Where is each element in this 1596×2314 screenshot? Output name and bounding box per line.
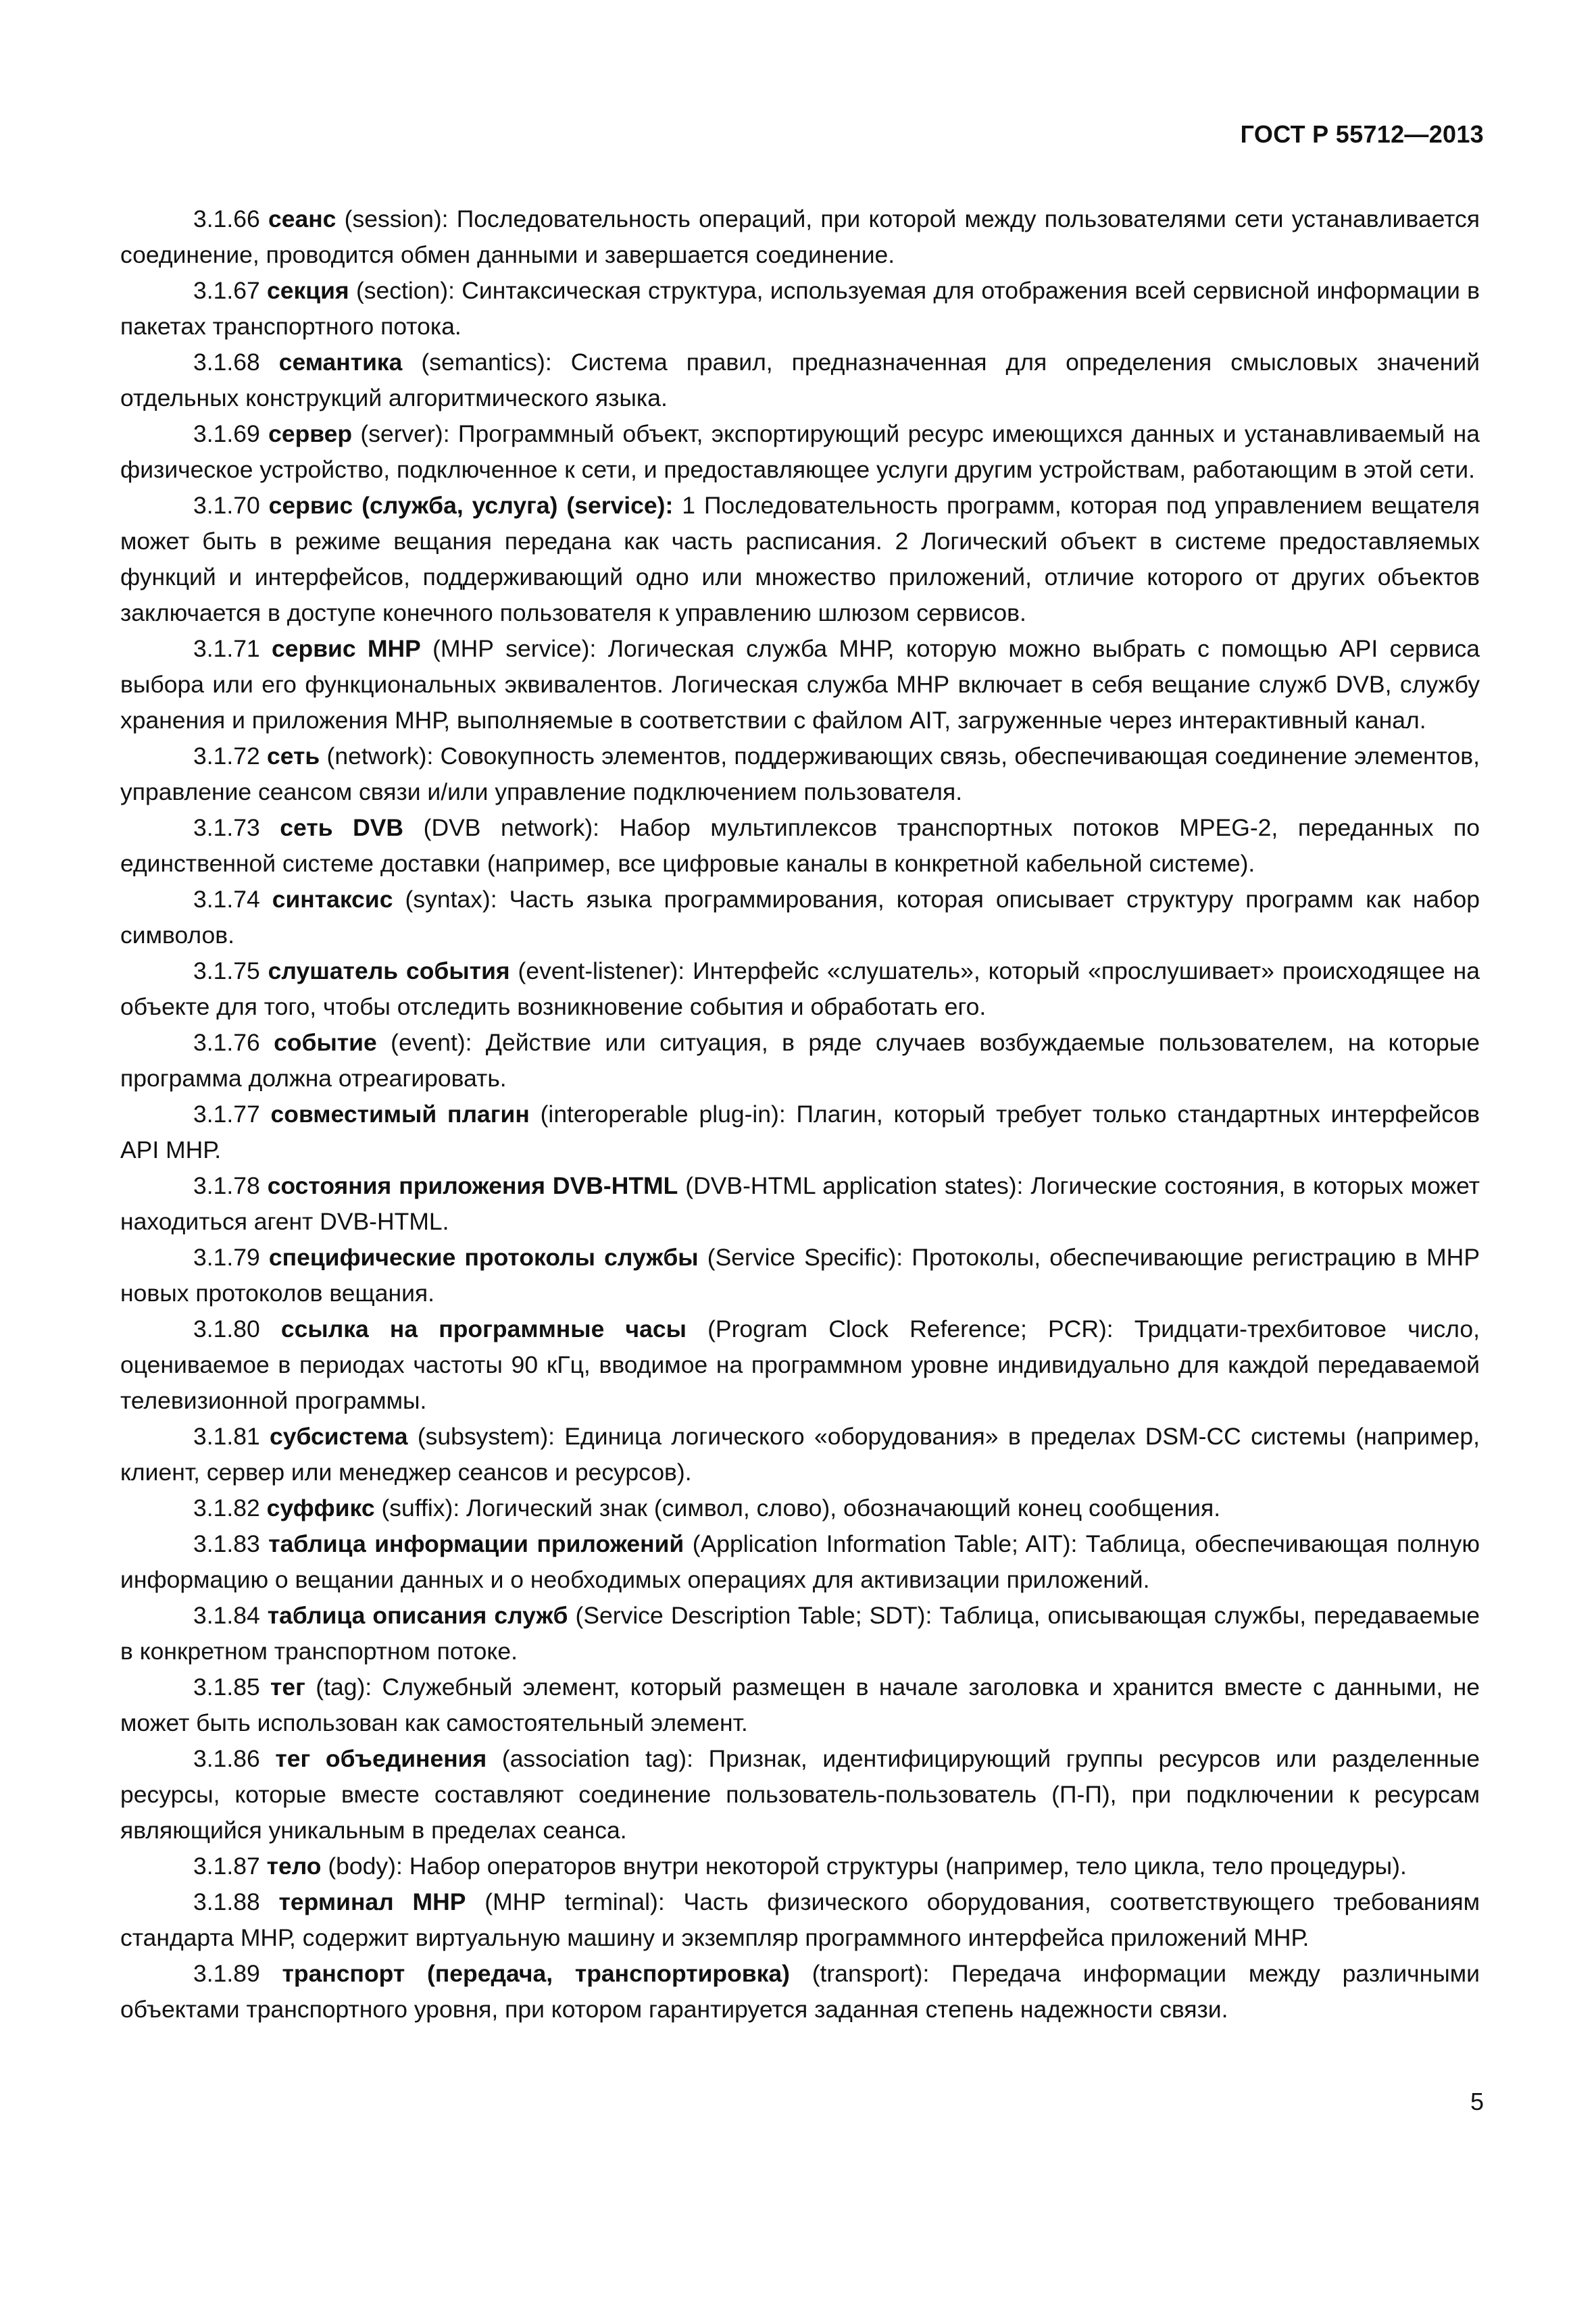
entry-definition: (semantics): Система правил, предназначенная для определения смысловых значений отдельных конструкций алгоритмического языка. — [120, 349, 1480, 411]
entry-term: сервер — [268, 420, 353, 447]
definition-entry — [120, 416, 1480, 488]
definition-entry — [120, 201, 1480, 273]
entry-number: 3.1.88 — [193, 1888, 260, 1915]
entry-definition: (event-listener): Интерфейс «слушатель», который «прослушивает» происходящее на объекте для того, чтобы отследить возникновение события и обработать его. — [120, 957, 1480, 1020]
entry-number: 3.1.74 — [193, 886, 260, 913]
entry-number: 3.1.82 — [193, 1494, 260, 1521]
entry-definition: (association tag): Признак, идентифицирующий группы ресурсов или разделенные ресурсы, которые вместе составляют соединение пользователь-пользователь (П-П), при подключении к ресурсам являющийся уникальным в пределах сеанса. — [120, 1745, 1480, 1844]
entry-number: 3.1.68 — [193, 349, 260, 376]
definition-entry — [120, 1240, 1480, 1311]
entry-term: специфические протоколы службы — [268, 1244, 699, 1271]
definition-entry — [120, 1168, 1480, 1240]
definition-entry — [120, 1669, 1480, 1741]
entry-definition: (tag): Служебный элемент, который размещен в начале заголовка и хранится вместе с данными, не может быть использован как самостоятельный элемент. — [120, 1674, 1480, 1736]
entry-definition: (body): Набор операторов внутри некоторой структуры (например, тело цикла, тело процедуры). — [321, 1853, 1407, 1880]
entry-definition: (server): Программный объект, экспортирующий ресурс имеющихся данных и устанавливаемый на физическое устройство, подключенное к сети, и предоставляющее услуги другим устройствам, работающим в этой сети. — [120, 420, 1480, 483]
entry-definition: (Service Description Table; SDT): Таблица, описывающая службы, передаваемые в конкретном транспортном потоке. — [120, 1602, 1480, 1665]
entry-term: ссылка на программные часы — [280, 1315, 687, 1342]
entry-number: 3.1.76 — [193, 1029, 260, 1056]
definition-entry — [120, 1490, 1480, 1526]
entry-number: 3.1.86 — [193, 1745, 260, 1772]
entry-number: 3.1.79 — [193, 1244, 260, 1271]
entry-definition: (Program Clock Reference; PCR): Тридцати-трехбитовое число, оцениваемое в периодах частоты 90 кГц, вводимое на программном уровне индивидуально для каждой передаваемой телевизионной программы. — [120, 1315, 1480, 1414]
entry-number: 3.1.84 — [193, 1602, 260, 1629]
entry-definition: (event): Действие или ситуация, в ряде случаев возбуждаемые пользователем, на которые программа должна отреагировать. — [120, 1029, 1480, 1092]
entry-number: 3.1.77 — [193, 1101, 260, 1128]
definition-entry — [120, 345, 1480, 416]
entry-term: сеть DVB — [280, 814, 404, 841]
definition-entry — [120, 1097, 1480, 1168]
entry-definition: (МНР service): Логическая служба МНР, которую можно выбрать с помощью API сервиса выбора или его функциональных эквивалентов. Логическая служба МНР включает в себя вещание служб DVB, службу хранения и приложения МНР, выполняемые в соответствии с файлом AIT, загруженные через интерактивный канал. — [120, 635, 1480, 734]
definitions-list — [120, 201, 1480, 2028]
entry-term: синтаксис — [272, 886, 393, 913]
entry-definition: (DVB-HTML application states): Логические состояния, в которых может находиться агент DVB-HTML. — [120, 1172, 1480, 1235]
entry-definition: 1 Последовательность программ, которая под управлением вещателя может быть в режиме вещания передана как часть расписания. 2 Логический объект в системе предоставляемых функций и интерфейсов, поддерживающий одно или множество приложений, отличие которого от других объектов заключается в доступе конечного пользователя к управлению шлюзом сервисов. — [120, 492, 1480, 626]
entry-number: 3.1.73 — [193, 814, 260, 841]
definition-entry — [120, 953, 1480, 1025]
definition-entry — [120, 1884, 1480, 1956]
entry-number: 3.1.78 — [193, 1172, 260, 1199]
entry-term: терминал МНР — [278, 1888, 466, 1915]
entry-number: 3.1.83 — [193, 1530, 260, 1557]
entry-number: 3.1.89 — [193, 1960, 260, 1987]
definition-entry — [120, 273, 1480, 345]
definition-entry — [120, 882, 1480, 953]
definition-entry — [120, 488, 1480, 631]
entry-number: 3.1.67 — [193, 277, 260, 304]
entry-definition: (network): Совокупность элементов, поддерживающих связь, обеспечивающая соединение элементов, управление сеансом связи и/или управление подключением пользователя. — [120, 743, 1480, 805]
entry-term: суффикс — [266, 1494, 375, 1521]
entry-term: событие — [274, 1029, 377, 1056]
definition-entry — [120, 1848, 1480, 1884]
entry-number: 3.1.81 — [193, 1423, 260, 1450]
entry-term: сервис МНР — [272, 635, 421, 662]
definition-entry — [120, 1741, 1480, 1848]
entry-term: слушатель события — [268, 957, 510, 984]
entry-term: таблица описания служб — [267, 1602, 568, 1629]
entry-term: тег объединения — [275, 1745, 487, 1772]
definition-entry — [120, 1598, 1480, 1669]
entry-definition: (Service Specific): Протоколы, обеспечивающие регистрацию в МНР новых протоколов вещания. — [120, 1244, 1480, 1307]
entry-definition: (syntax): Часть языка программирования, которая описывает структуру программ как набор символов. — [120, 886, 1480, 949]
entry-number: 3.1.72 — [193, 743, 260, 770]
entry-definition: (Application Information Table; AIT): Таблица, обеспечивающая полную информацию о вещании данных и о необходимых операциях для активизации приложений. — [120, 1530, 1480, 1593]
entry-term: сеть — [267, 743, 320, 770]
definition-entry — [120, 1311, 1480, 1419]
definition-entry — [120, 631, 1480, 738]
entry-definition: (interoperable plug-in): Плагин, который требует только стандартных интерфейсов API МНР. — [120, 1101, 1480, 1163]
definition-entry — [120, 738, 1480, 810]
definition-entry — [120, 1956, 1480, 2028]
entry-definition: (session): Последовательность операций, при которой между пользователями сети устанавливается соединение, проводится обмен данными и завершается соединение. — [120, 205, 1480, 268]
entry-term: субсистема — [270, 1423, 408, 1450]
entry-definition: (DVB network): Набор мультиплексов транспортных потоков MPEG-2, переданных по единственной системе доставки (например, все цифровые каналы в конкретной кабельной системе). — [120, 814, 1480, 877]
entry-definition: (suffix): Логический знак (символ, слово), обозначающий конец сообщения. — [374, 1494, 1221, 1521]
document-header: ГОСТ Р 55712—2013 — [1240, 120, 1484, 148]
entry-number: 3.1.66 — [193, 205, 260, 232]
entry-definition: (subsystem): Единица логического «оборудования» в пределах DSM-CC системы (например, клиент, сервер или менеджер сеансов и ресурсов). — [120, 1423, 1480, 1486]
definition-entry — [120, 810, 1480, 882]
entry-definition: (transport): Передача информации между различными объектами транспортного уровня, при котором гарантируется заданная степень надежности связи. — [120, 1960, 1480, 2023]
entry-number: 3.1.71 — [193, 635, 260, 662]
entry-term: семантика — [278, 349, 403, 376]
entry-term: совместимый плагин — [270, 1101, 530, 1128]
entry-term: сервис (служба, услуга) (service): — [268, 492, 674, 519]
entry-number: 3.1.87 — [193, 1853, 260, 1880]
entry-term: таблица информации приложений — [268, 1530, 684, 1557]
entry-term: тело — [266, 1853, 322, 1880]
page-number: 5 — [1470, 2088, 1484, 2115]
entry-number: 3.1.70 — [193, 492, 260, 519]
definition-entry — [120, 1526, 1480, 1598]
entry-term: транспорт (передача, транспортировка) — [282, 1960, 790, 1987]
definition-entry — [120, 1025, 1480, 1097]
entry-term: секция — [267, 277, 349, 304]
entry-term: состояния приложения DVB-HTML — [267, 1172, 678, 1199]
entry-definition: (section): Синтаксическая структура, используемая для отображения всей сервисной информации в пакетах транспортного потока. — [120, 277, 1480, 340]
entry-number: 3.1.80 — [193, 1315, 260, 1342]
definition-entry — [120, 1419, 1480, 1490]
entry-term: сеанс — [268, 205, 336, 232]
entry-definition: (МНР terminal): Часть физического оборудования, соответствующего требованиям стандарта МНР, содержит виртуальную машину и экземпляр программного интерфейса приложений МНР. — [120, 1888, 1480, 1951]
entry-term: тег — [270, 1674, 305, 1701]
entry-number: 3.1.75 — [193, 957, 260, 984]
entry-number: 3.1.85 — [193, 1674, 260, 1701]
entry-number: 3.1.69 — [193, 420, 260, 447]
